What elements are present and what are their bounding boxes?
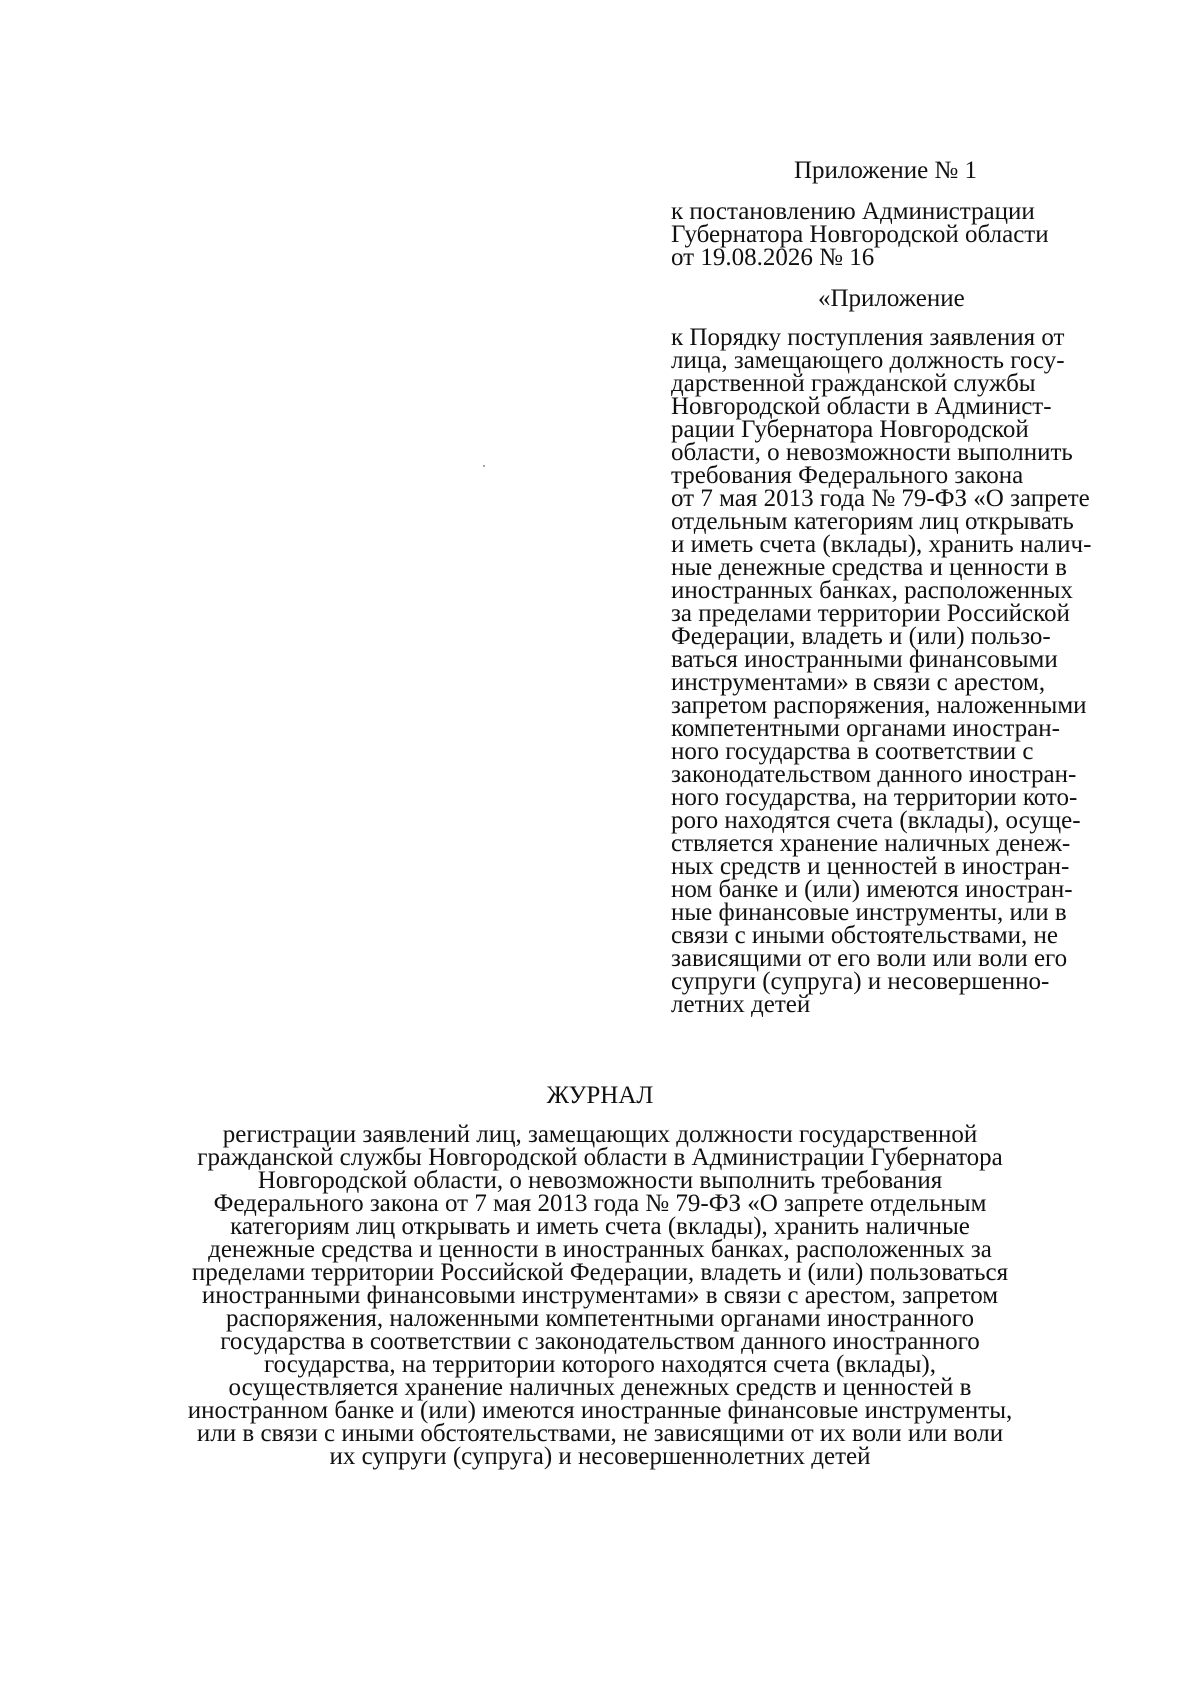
procedure-line: связи с иными обстоятельствами, не (671, 922, 1059, 949)
journal-title: ЖУРНАЛ (546, 1082, 654, 1109)
procedure-line: ваться иностранными финансовыми (671, 646, 1058, 673)
resolution-line: от 19.08.2026 № 16 (671, 244, 875, 271)
journal-subtitle-line: их супруги (супруга) и несовершеннолетних детей (329, 1443, 871, 1470)
procedure-line: за пределами территории Российской (671, 600, 1070, 627)
procedure-line: рации Губернатора Новгородской (671, 416, 1029, 443)
journal-subtitle-line: регистрации заявлений лиц, замещающих должности государственной (222, 1121, 978, 1148)
journal-subtitle-line: осуществляется хранение наличных денежных средств и ценностей в (228, 1374, 972, 1401)
scan-speck (483, 465, 485, 467)
procedure-line: ного государства в соответствии с (671, 738, 1034, 765)
resolution-line: к постановлению Администрации (671, 198, 1035, 225)
appendix-reference: «Приложение (818, 285, 965, 312)
journal-subtitle-line: или в связи с иными обстоятельствами, не зависящими от их воли или воли (196, 1420, 1004, 1447)
procedure-line: законодательством данного иностран- (671, 761, 1077, 788)
procedure-line: рого находятся счета (вклады), осуще- (671, 807, 1081, 834)
procedure-line: от 7 мая 2013 года № 79-ФЗ «О запрете (671, 485, 1090, 512)
procedure-line: инструментами» в связи с арестом, (671, 669, 1046, 696)
procedure-line: компетентными органами иностран- (671, 715, 1060, 742)
journal-subtitle-line: иностранном банке и (или) имеются иностранные финансовые инструменты, (187, 1397, 1013, 1424)
procedure-line: отдельным категориям лиц открывать (671, 508, 1074, 535)
procedure-line: Новгородской области в Админист- (671, 393, 1052, 420)
procedure-line: Федерации, владеть и (или) пользо- (671, 623, 1051, 650)
procedure-line: зависящими от его воли или воли его (671, 945, 1068, 972)
journal-subtitle-line: гражданской службы Новгородской области в Администрации Губернатора (197, 1144, 1003, 1171)
journal-subtitle-line: государства, на территории которого находятся счета (вклады), (264, 1351, 936, 1378)
procedure-line: летних детей (671, 991, 811, 1018)
journal-subtitle-line: иностранными финансовыми инструментами» в связи с арестом, запретом (201, 1282, 999, 1309)
journal-subtitle-line: пределами территории Российской Федерации, владеть и (или) пользоваться (191, 1259, 1009, 1286)
journal-subtitle-line: Новгородской области, о невозможности выполнить требования (257, 1167, 943, 1194)
procedure-line: ные денежные средства и ценности в (671, 554, 1067, 581)
procedure-line: и иметь счета (вклады), хранить налич- (671, 531, 1092, 558)
journal-subtitle-line: распоряжения, наложенными компетентными органами иностранного (225, 1305, 975, 1332)
procedure-line: запретом распоряжения, наложенными (671, 692, 1087, 719)
procedure-line: иностранных банках, расположенных (671, 577, 1073, 604)
journal-subtitle-line: денежные средства и ценности в иностранных банках, расположенных за (208, 1236, 992, 1263)
procedure-line: ного государства, на территории кото- (671, 784, 1078, 811)
procedure-line: ном банке и (или) имеются иностран- (671, 876, 1073, 903)
journal-subtitle-line: категориям лиц открывать и иметь счета (вклады), хранить наличные (230, 1213, 970, 1240)
procedure-line: области, о невозможности выполнить (671, 439, 1073, 466)
procedure-line: ствляется хранение наличных денеж- (671, 830, 1071, 857)
procedure-line: дарственной гражданской службы (671, 370, 1036, 397)
procedure-line: ные финансовые инструменты, или в (671, 899, 1067, 926)
appendix-title: Приложение № 1 (794, 157, 978, 184)
procedure-line: лица, замещающего должность госу- (671, 347, 1065, 374)
procedure-line: к Порядку поступления заявления от (671, 324, 1065, 351)
procedure-line: супруги (супруга) и несовершенно- (671, 968, 1050, 995)
journal-subtitle-line: государства в соответствии с законодательством данного иностранного (220, 1328, 980, 1355)
procedure-line: требования Федерального закона (671, 462, 1024, 489)
resolution-line: Губернатора Новгородской области (671, 221, 1049, 248)
procedure-line: ных средств и ценностей в иностран- (671, 853, 1070, 880)
journal-subtitle-line: Федерального закона от 7 мая 2013 года № 79-ФЗ «О запрете отдельным (213, 1190, 987, 1217)
